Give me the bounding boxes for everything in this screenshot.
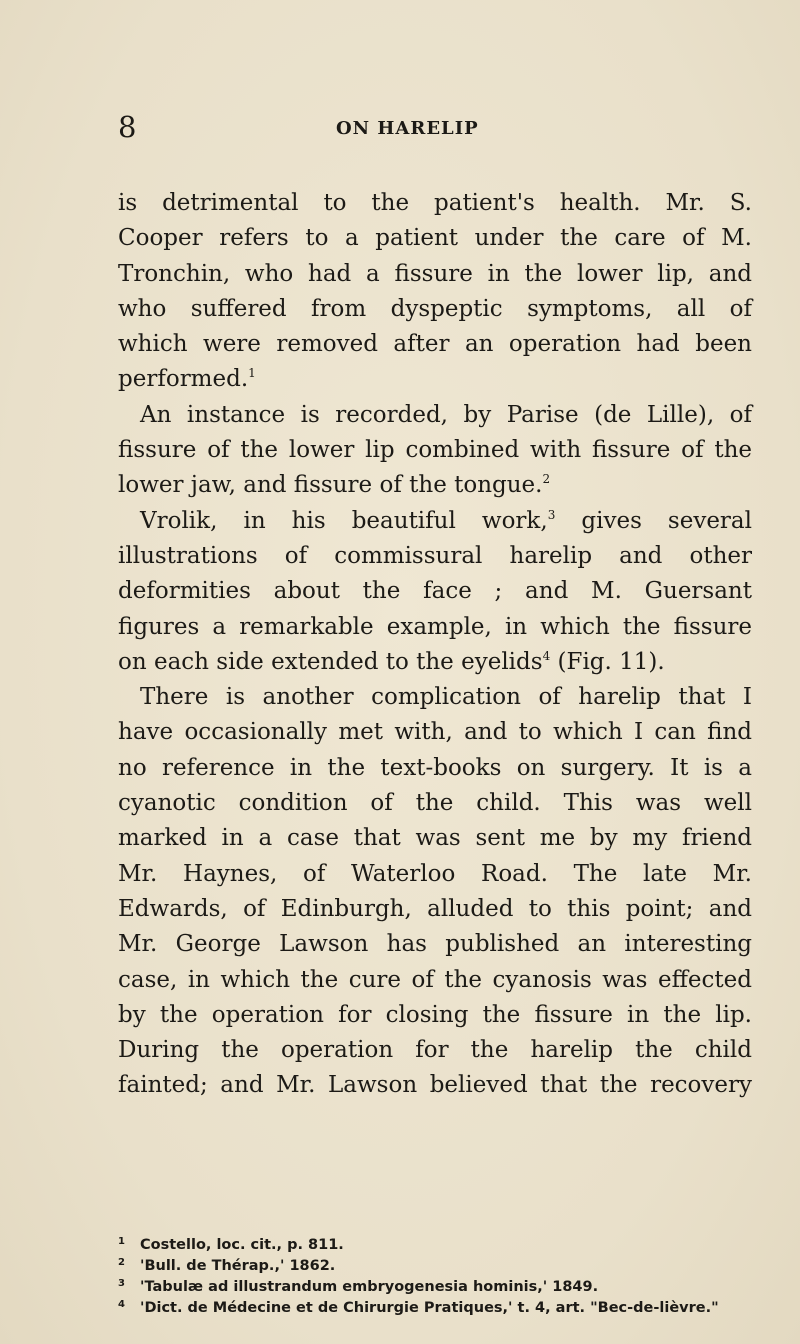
text-line: which were removed after an operation had been: [118, 331, 752, 358]
text-line: illustrations of commissural harelip and other: [118, 542, 752, 569]
text-line: case, in which the cure of the cyanosis was effected: [118, 966, 752, 993]
text-line: fainted; and Mr. Lawson believed that the recovery: [118, 1072, 752, 1099]
text-line: performed.$^1$: [118, 366, 256, 393]
text-line: fissure of the lower lip combined with fissure of the: [118, 437, 752, 464]
text-line: An instance is recorded, by Parise (de Lille), of: [140, 401, 752, 428]
running-head: ON HARELIP: [336, 118, 479, 139]
footnotes: [118, 1235, 758, 1319]
text-line: During the operation for the harelip the child: [118, 1037, 752, 1064]
text-line: lower jaw, and fissure of the tongue.$^2$: [118, 472, 551, 499]
footnote-ref: 2: [542, 472, 551, 487]
text-line: on each side extended to the eyelids$^4$ (Fig. 11).: [118, 648, 665, 675]
footnote-ref: 1: [248, 366, 256, 381]
page-header: [118, 112, 748, 142]
text-line: Vrolik, in his beautiful work,$^3$ gives several: [140, 507, 752, 534]
footnote: 4 'Dict. de Médecine et de Chirurgie Pratiques,' t. 4, art. "Bec-de-lièvre.": [118, 1299, 719, 1316]
text-line: no reference in the text-books on surgery. It is a: [118, 754, 752, 781]
text-line: figures a remarkable example, in which the fissure: [118, 613, 752, 640]
text-line: Tronchin, who had a fissure in the lower lip, and: [118, 260, 752, 287]
body-text: [118, 186, 752, 1104]
text-line: Cooper refers to a patient under the care of M.: [118, 225, 752, 252]
footnote-ref: 3: [547, 507, 556, 522]
footnote: 3 'Tabulæ ad illustrandum embryogenesia hominis,' 1849.: [118, 1278, 599, 1295]
footnote: 2 'Bull. de Thérap.,' 1862.: [118, 1257, 336, 1274]
text-line: is detrimental to the patient's health. Mr. S.: [118, 190, 752, 216]
text-line: Mr. George Lawson has published an interesting: [118, 931, 752, 958]
text-line: Mr. Haynes, of Waterloo Road. The late Mr.: [118, 860, 752, 887]
text-line: who suffered from dyspeptic symptoms, all of: [118, 295, 752, 322]
text-line: marked in a case that was sent me by my friend: [118, 825, 752, 852]
footnote: 1 Costello, loc. cit., p. 811.: [118, 1236, 344, 1253]
text-line: by the operation for closing the fissure in the lip.: [118, 1001, 752, 1028]
page-number: 8: [118, 110, 137, 144]
text-line: deformities about the face ; and M. Guersant: [118, 578, 752, 605]
text-line: cyanotic condition of the child. This was well: [118, 790, 752, 817]
footnote-ref: 4: [542, 648, 551, 663]
text-line: have occasionally met with, and to which I can find: [118, 719, 752, 746]
text-line: Edwards, of Edinburgh, alluded to this point; and: [118, 895, 752, 922]
text-line: There is another complication of harelip that I: [140, 684, 752, 711]
